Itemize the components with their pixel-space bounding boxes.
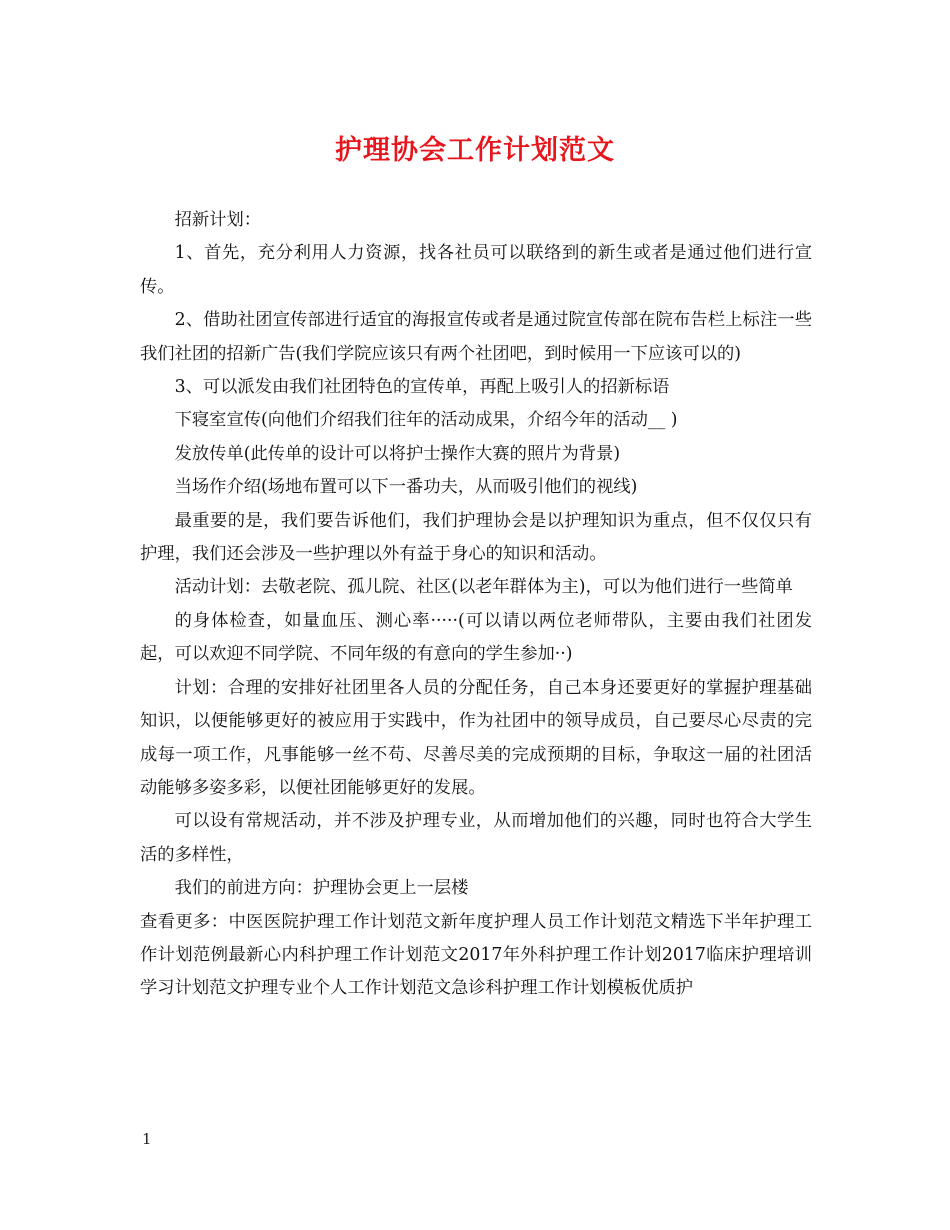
paragraph-flyers: 发放传单(此传单的设计可以将护士操作大赛的照片为背景) (174, 443, 621, 464)
paragraph-recruit-step-3: 3、可以派发由我们社团特色的宣传单，再配上吸引人的招新标语 (174, 377, 670, 398)
paragraph-dorm-promotion: 下寝室宣传(向他们介绍我们往年的活动成果，介绍今年的活动__ ) (174, 410, 678, 431)
paragraph-recruit-step-1: 1、首先，充分利用人力资源，找各社员可以联络到的新生或者是通过他们进行宣传。 (140, 243, 812, 297)
paragraph-see-more: 查看更多：中医医院护理工作计划范文新年度护理人员工作计划范文精选下半年护理工作计划范例最新心内科护理工作计划范文2017年外科护理工作计划2017临床护理培训学习计划范文护理专业个人工作计划范文急诊科护理工作计划模板优质护 (140, 911, 812, 999)
paragraph-activity-plan: 活动计划：去敬老院、孤儿院、社区(以老年群体为主)，可以为他们进行一些简单 (174, 577, 793, 598)
document-title: 护理协会工作计划范文 (335, 135, 615, 166)
document-body (140, 204, 812, 1006)
paragraph-health-check: 的身体检查，如量血压、测心率·····(可以请以两位老师带队，主要由我们社团发起，可以欢迎不同学院、不同年级的有意向的学生参加··) (140, 610, 812, 665)
paragraph-recruit-step-2: 2、借助社团宣传部进行适宜的海报宣传或者是通过院宣传部在院布告栏上标注一些我们社团的招新广告(我们学院应该只有两个社团吧，到时候用一下应该可以的) (140, 310, 812, 364)
paragraph-direction: 我们的前进方向：护理协会更上一层楼 (174, 878, 469, 899)
paragraph-regular-activities: 可以设有常规活动，并不涉及护理专业，从而增加他们的兴趣，同时也符合大学生活的多样性， (140, 811, 812, 865)
paragraph-onsite-intro: 当场作介绍(场地布置可以下一番功夫，从而吸引他们的视线) (174, 477, 638, 498)
paragraph-most-important: 最重要的是，我们要告诉他们，我们护理协会是以护理知识为重点，但不仅仅只有护理，我们还会涉及一些护理以外有益于身心的知识和活动。 (140, 510, 812, 565)
page-number: 1 (142, 1130, 152, 1148)
paragraph-plan: 计划：合理的安排好社团里各人员的分配任务，自己本身还要更好的掌握护理基础知识，以便能够更好的被应用于实践中，作为社团中的领导成员，自己要尽心尽责的完成每一项工作，凡事能够一丝不苟、尽善尽美的完成预期的目标，争取这一届的社团活动能够多姿多彩，以便社团能够更好的发展。 (140, 677, 812, 798)
paragraph-recruit-heading: 招新计划： (174, 210, 262, 230)
